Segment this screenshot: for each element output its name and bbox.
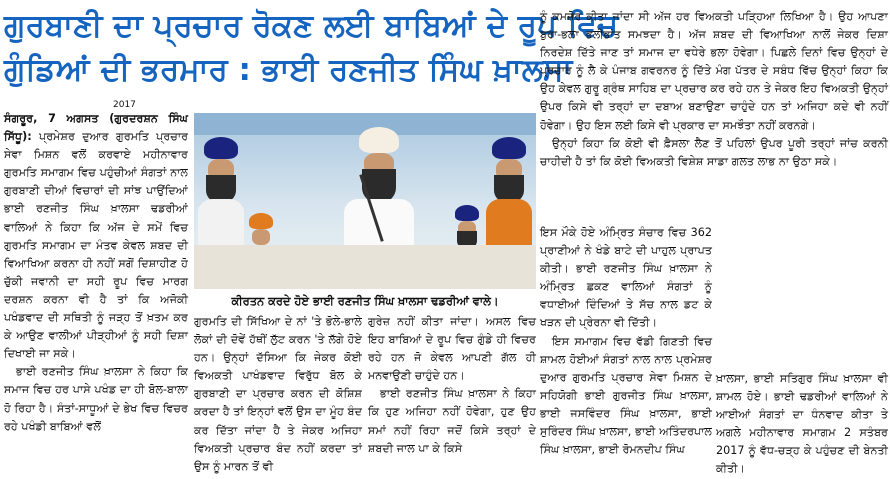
article-column-4a [540,224,712,476]
article-paragraph: ਗੁਰਮਤਿ ਦੀ ਸਿੱਖਿਆ ਦੇ ਨਾਂ 'ਤੇ ਭੋਲੇ-ਭਾਲੇ ਲੋਕਾਂ ਦੀ ਦੋਵੇਂ ਹੱਥੀਂ ਲੁੱਟ ਕਰਨ 'ਤੇ ਲੱਗੇ ਹੋਏ ਹਨ। ਉਨ੍ਹਾਂ ਦੱਸਿਆ ਕਿ ਜੇਕਰ ਕੋਈ ਵਿਅਕਤੀ ਪਾਖੰਡਵਾਦ ਵਿਰੁੱਧ ਬੋਲ ਕੇ ਗੁਰਬਾਣੀ ਦਾ ਪ੍ਰਚਾਰ ਕਰਨ ਦੀ ਕੋਸ਼ਿਸ਼ ਕਰਦਾ ਹੈ ਤਾਂ ਇਨ੍ਹਾਂ ਵਲੋਂ ਉਸ ਦਾ ਮੂੰਹ ਬੰਦ ਕਰ ਦਿੱਤਾ ਜਾਂਦਾ ਹੈ ਤੇ ਜੇਕਰ ਅਜਿਹਾ ਵਿਅਕਤੀ ਪ੍ਰਚਾਰ ਬੰਦ ਨਹੀਂ ਕਰਦਾ ਤਾਂ ਉਸ ਨੂੰ ਮਾਰਨ ਤੋਂ ਵੀ [194,315,362,473]
article-paragraph: ਖ਼ਾਲਸਾ, ਭਾਈ ਸਤਿਗੁਰ ਸਿੰਘ ਖ਼ਾਲਸਾ ਵੀ ਸ਼ਾਮਲ ਹੋਏ। ਭਾਈ ਢਡਰੀਆਂ ਵਾਲਿਆਂ ਨੇ ਆਈਆਂ ਸੰਗਤਾਂ ਦਾ ਧੰਨਵਾਦ ਕੀਤਾ ਤੇ ਅਗਲੇ ਮਹੀਨਾਵਾਰ ਸਮਾਗਮ 2 ਸਤੰਬਰ 2017 ਨੂੰ ਵੱਧ-ਚੜ੍ਹ ਕੇ ਪਹੁੰਚਣ ਦੀ ਬੇਨਤੀ ਕੀਤੀ। [716,372,888,476]
person-right-1 [452,205,482,249]
article-column-4b [716,370,888,476]
person-center-speaker [344,127,414,259]
dateline: ਸੰਗਰੂਰ, 7 ਅਗਸਤ (ਗੁਰਦਰਸ਼ਨ ਸਿੰਘ ਸਿੱਧੂ): [4,112,188,144]
article-paragraph: ਭਾਈ ਰਣਜੀਤ ਸਿੰਘ ਖ਼ਾਲਸਾ ਨੇ ਕਿਹਾ ਕਿ ਸਮਾਜ ਵਿਚ ਹਰ ਪਾਸੇ ਪਖੰਡ ਦਾ ਹੀ ਬੋਲ-ਬਾਲਾ ਹੋ ਰਿਹਾ ਹੈ। ਸੰਤਾਂ-ਸਾਧੂਆਂ ਦੇ ਭੇਖ ਵਿਚ ਵਿਚਰ ਰਹੇ ਪਖੰਡੀ ਬਾਬਿਆਂ ਵਲੋਂ [4,365,188,433]
person-right-2 [486,137,532,259]
article-column-2 [194,313,362,476]
article-paragraph [4,110,188,363]
event-photo [194,113,536,289]
photo-caption: ਕੀਰਤਨ ਕਰਦੇ ਹੋਏ ਭਾਈ ਰਣਜੀਤ ਸਿੰਘ ਖ਼ਾਲਸਾ ਢਡਰੀਆਂ ਵਾਲੇ। [231,294,499,308]
paragraph-text: ਪ੍ਰਮੇਸ਼ਰ ਦੁਆਰ ਗੁਰਮਤਿ ਪ੍ਰਚਾਰ ਸੇਵਾ ਮਿਸ਼ਨ ਵਲੋਂ ਕਰਵਾਏ ਮਹੀਨਾਵਾਰ ਗੁਰਮਤਿ ਸਮਾਗਮ ਵਿਚ ਪਹੁੰਚੀਆਂ ਸੰਗਤਾਂ ਨਾਲ ਗੁਰਬਾਣੀ ਦੀਆਂ ਵਿਚਾਰਾਂ ਦੀ ਸਾਂਝ ਪਾਉਂਦਿਆਂ ਭਾਈ ਰਣਜੀਤ ਸਿੰਘ ਖ਼ਾਲਸਾ ਢਡਰੀਆਂ ਵਾਲਿਆਂ ਨੇ ਕਿਹਾ ਕਿ ਅੱਜ ਦੇ ਸਮੇਂ ਵਿਚ ਗੁਰਮਤਿ ਸਮਾਗਮ ਦਾ ਮੰਤਵ ਕੇਵਲ ਸ਼ਬਦ ਦੀ ਵਿਆਖਿਆ ਕਰਨਾ ਹੀ ਨਹੀਂ ਸਗੋਂ ਦਿਸ਼ਾਹੀਣ ਹੋ ਚੁੱਕੀ ਜਵਾਨੀ ਦਾ ਸਹੀ ਰੂਪ ਵਿਚ ਮਾਰਗ ਦਰਸ਼ਨ ਕਰਨਾ ਵੀ ਹੈ ਤਾਂ ਕਿ ਅਜੋਕੀ ਪਖੰਡਵਾਦ ਦੀ ਸਥਿਤੀ ਨੂੰ ਜੜ੍ਹ ਤੋਂ ਖ਼ਤਮ ਕਰ ਕੇ ਆਉਣ ਵਾਲੀਆਂ ਪੀੜ੍ਹੀਆਂ ਨੂੰ ਸਹੀ ਦਿਸ਼ਾ ਦਿਖਾਈ ਜਾ ਸਕੇ। [4,130,189,361]
headline-line-1: ਗੁਰਬਾਣੀ ਦਾ ਪ੍ਰਚਾਰ ਰੋਕਣ ਲਈ ਬਾਬਿਆਂ ਦੇ ਰੂਪ ਵਿਚ [4,8,619,44]
stage-floor [194,245,536,289]
article-column-1 [4,110,188,476]
article-paragraph: ਗੁਰੇਜ਼ ਨਹੀਂ ਕੀਤਾ ਜਾਂਦਾ। ਅਸਲ ਵਿਚ ਇਹ ਬਾਬਿਆਂ ਦੇ ਰੂਪ ਵਿਚ ਗੁੰਡੇ ਹੀ ਵਿਚਰ ਰਹੇ ਹਨ ਜੋ ਕੇਵਲ ਆਪਣੀ ਗੱਲ ਹੀ ਮਨਵਾਉਣੀ ਚਾਹੁੰਦੇ ਹਨ। [368,315,536,383]
person-left [198,137,244,259]
article-paragraph: ਭਾਈ ਰਣਜੀਤ ਸਿੰਘ ਖ਼ਾਲਸਾ ਨੇ ਕਿਹਾ ਕਿ ਹੁਣ ਅਜਿਹਾ ਨਹੀਂ ਹੋਵੇਗਾ, ਹੁਣ ਉਹ ਸਮਾਂ ਨਹੀਂ ਰਿਹਾ ਜਦੋਂ ਕਿਸੇ ਤਰ੍ਹਾਂ ਦੇ ਸ਼ਬਦੀ ਜਾਲ ਪਾ ਕੇ ਕਿਸੇ [368,387,536,455]
article-paragraph: ਨੂੰ ਕਮਜ਼ੋਰ ਕੀਤਾ ਜਾਂਦਾ ਸੀ ਅੱਜ ਹਰ ਵਿਅਕਤੀ ਪੜ੍ਹਿਆ ਲਿਖਿਆ ਹੈ। ਉਹ ਆਪਣਾ ਬੁਰਾ-ਭਲਾ ਭਲੀਭਾਂਤ ਸਮਝਦਾ ਹੈ। ਅੱਜ ਸ਼ਬਦ ਦੀ ਵਿਆਖਿਆ ਨਾਲੋਂ ਜੇਕਰ ਦਿਸ਼ਾ ਨਿਰਦੇਸ਼ ਦਿੱਤੇ ਜਾਣ ਤਾਂ ਸਮਾਜ ਦਾ ਵਧੇਰੇ ਭਲਾ ਹੋਵੇਗਾ। ਪਿਛਲੇ ਦਿਨਾਂ ਵਿਚ ਉਨ੍ਹਾਂ ਦੇ ਪ੍ਰਚਾਰ ਨੂੰ ਲੈ ਕੇ ਪੰਜਾਬ ਗਵਰਨਰ ਨੂੰ ਦਿੱਤੇ ਮੰਗ ਪੱਤਰ ਦੇ ਸਬੰਧ ਵਿੱਚ ਉਨ੍ਹਾਂ ਕਿਹਾ ਕਿ ਉਹ ਕੇਵਲ ਗੁਰੂ ਗ੍ਰੰਥ ਸਾਹਿਬ ਦਾ ਪ੍ਰਚਾਰ ਕਰ ਰਹੇ ਹਨ ਤੇ ਜੇਕਰ ਇਹ ਵਿਅਕਤੀ ਉਨ੍ਹਾਂ ਉਪਰ ਕਿਸੇ ਵੀ ਤਰ੍ਹਾਂ ਦਾ ਦਬਾਅ ਬਣਾਉਣਾ ਚਾਹੁੰਦੇ ਹਨ ਤਾਂ ਅਜਿਹਾ ਕਦੇ ਵੀ ਨਹੀਂ ਹੋਵੇਗਾ। ਉਹ ਇਸ ਲਈ ਕਿਸੇ ਵੀ ਪ੍ਰਕਾਰ ਦਾ ਸਮਝੌਤਾ ਨਹੀਂ ਕਰਨਗੇ। [540,10,888,132]
dateline-year: 2017 [113,100,136,110]
article-paragraph: ਇਸ ਮੌਕੇ ਹੋਏ ਅੰਮ੍ਰਿਤ ਸੰਚਾਰ ਵਿਚ 362 ਪ੍ਰਾਣੀਆਂ ਨੇ ਖੰਡੇ ਬਾਟੇ ਦੀ ਪਾਹੁਲ ਪ੍ਰਾਪਤ ਕੀਤੀ। ਭਾਈ ਰਣਜੀਤ ਸਿੰਘ ਖ਼ਾਲਸਾ ਨੇ ਅੰਮ੍ਰਿਤ ਛਕਣ ਵਾਲਿਆਂ ਸੰਗਤਾਂ ਨੂੰ ਵਧਾਈਆਂ ਦਿੰਦਿਆਂ ਤੇ ਸੱਚ ਨਾਲ ਡਟ ਕੇ ਖੜਨ ਦੀ ਪ੍ਰੇਰਨਾ ਵੀ ਦਿੱਤੀ। [540,226,712,330]
article-paragraph: ਇਸ ਸਮਾਗਮ ਵਿਚ ਵੱਡੀ ਗਿਣਤੀ ਵਿਚ ਸ਼ਾਮਲ ਹੋਈਆਂ ਸੰਗਤਾਂ ਨਾਲ ਨਾਲ ਪ੍ਰਮੇਸ਼ਰ ਦੁਆਰ ਗੁਰਮਤਿ ਪ੍ਰਚਾਰ ਸੇਵਾ ਮਿਸ਼ਨ ਦੇ ਸਹਿਯੋਗੀ ਭਾਈ ਗੁਰਜੀਤ ਸਿੰਘ ਖ਼ਾਲਸਾ, ਭਾਈ ਜਸਵਿੰਦਰ ਸਿੰਘ ਖ਼ਾਲਸਾ, ਭਾਈ ਸੁਰਿੰਦਰ ਸਿੰਘ ਖ਼ਾਲਸਾ, ਭਾਈ ਅਤਿੰਦਰਪਾਲ ਸਿੰਘ ਖ਼ਾਲਸਾ, ਭਾਈ ਰੋਮਨਦੀਪ ਸਿੰਘ [540,334,712,457]
person-background [246,213,276,245]
article-column-3 [368,313,536,476]
article-paragraph: ਉਨ੍ਹਾਂ ਕਿਹਾ ਕਿ ਕੋਈ ਵੀ ਫ਼ੈਸਲਾ ਲੈਣ ਤੋਂ ਪਹਿਲਾਂ ਉਪਰ ਪੂਰੀ ਤਰ੍ਹਾਂ ਜਾਂਚ ਕਰਨੀ ਚਾਹੀਦੀ ਹੈ ਤਾਂ ਕਿ ਕੋਈ ਵਿਅਕਤੀ ਵਿਸ਼ੇਸ਼ ਸਾਡਾ ਗਲਤ ਲਾਭ ਨਾ ਉਠਾ ਸਕੇ। [540,136,888,168]
headline-line-2: ਗੁੰਡਿਆਂ ਦੀ ਭਰਮਾਰ : ਭਾਈ ਰਣਜੀਤ ਸਿੰਘ ਖ਼ਾਲਸਾ [4,52,573,88]
article-column-4-top [540,8,888,224]
